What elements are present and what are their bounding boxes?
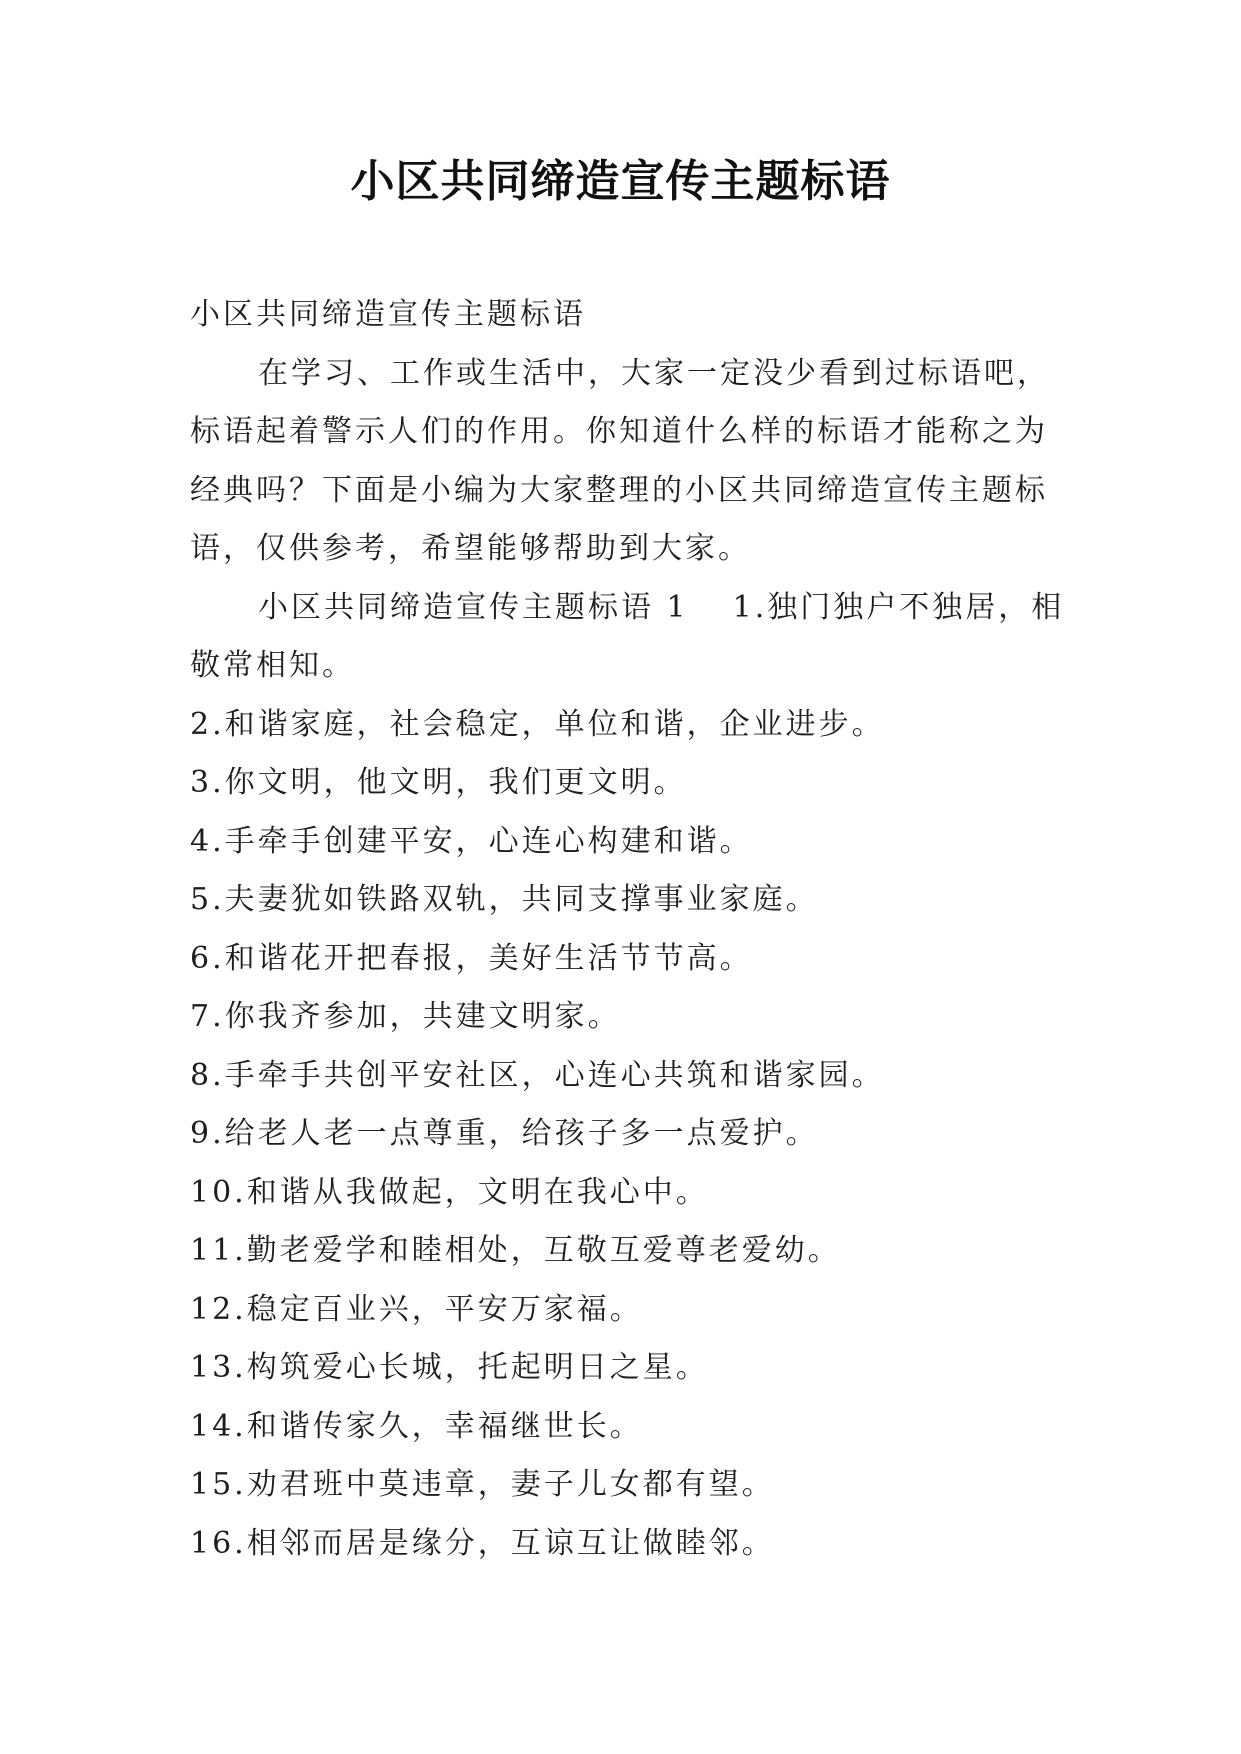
slogan-item: 3.你文明，他文明，我们更文明。 xyxy=(190,765,687,800)
slogan-item: 9.给老人老一点尊重，给孩子多一点爱护。 xyxy=(190,1116,819,1151)
slogan-item: 8.手牵手共创平安社区，心连心共筑和谐家园。 xyxy=(190,1057,885,1093)
slogan-item: 16.相邻而居是缘分，互谅互让做睦邻。 xyxy=(190,1525,775,1561)
slogan-item: 4.手牵手创建平安，心连心构建和谐。 xyxy=(190,823,753,859)
slogan-item: 14.和谐传家久，幸福继世长。 xyxy=(190,1408,643,1444)
document-subtitle: 小区共同缔造宣传主题标语 xyxy=(190,297,586,332)
slogan-item: 10.和谐从我做起，文明在我心中。 xyxy=(190,1174,709,1210)
slogan-item: 2.和谐家庭，社会稳定，单位和谐，企业进步。 xyxy=(190,706,885,742)
document-body xyxy=(190,286,1070,1573)
slogan-item: 13.构筑爱心长城，托起明日之星。 xyxy=(190,1350,709,1385)
section-heading: 小区共同缔造宣传主题标语 1 xyxy=(258,589,689,625)
intro-paragraph: 在学习、工作或生活中，大家一定没少看到过标语吧，标语起着警示人们的作用。你知道什么样的标语才能称之为经典吗？下面是小编为大家整理的小区共同缔造宣传主题标语，仅供参考，希望能够帮助到大家。 xyxy=(190,355,1050,566)
slogan-item: 12.稳定百业兴，平安万家福。 xyxy=(190,1291,643,1327)
slogan-item: 6.和谐花开把春报，美好生活节节高。 xyxy=(190,940,753,976)
slogan-item: 15.劝君班中莫违章，妻子儿女都有望。 xyxy=(190,1467,775,1502)
slogan-item: 1.独门独户不独居，相敬常相知。 xyxy=(190,589,1065,683)
slogan-item: 11.勤老爱学和睦相处，互敬互爱尊老爱幼。 xyxy=(190,1233,841,1268)
document-title: 小区共同缔造宣传主题标语 xyxy=(350,156,891,207)
section-paragraph xyxy=(190,579,1070,696)
slogan-item: 5.夫妻犹如铁路双轨，共同支撑事业家庭。 xyxy=(190,882,819,917)
slogan-item: 7.你我齐参加，共建文明家。 xyxy=(190,999,621,1034)
